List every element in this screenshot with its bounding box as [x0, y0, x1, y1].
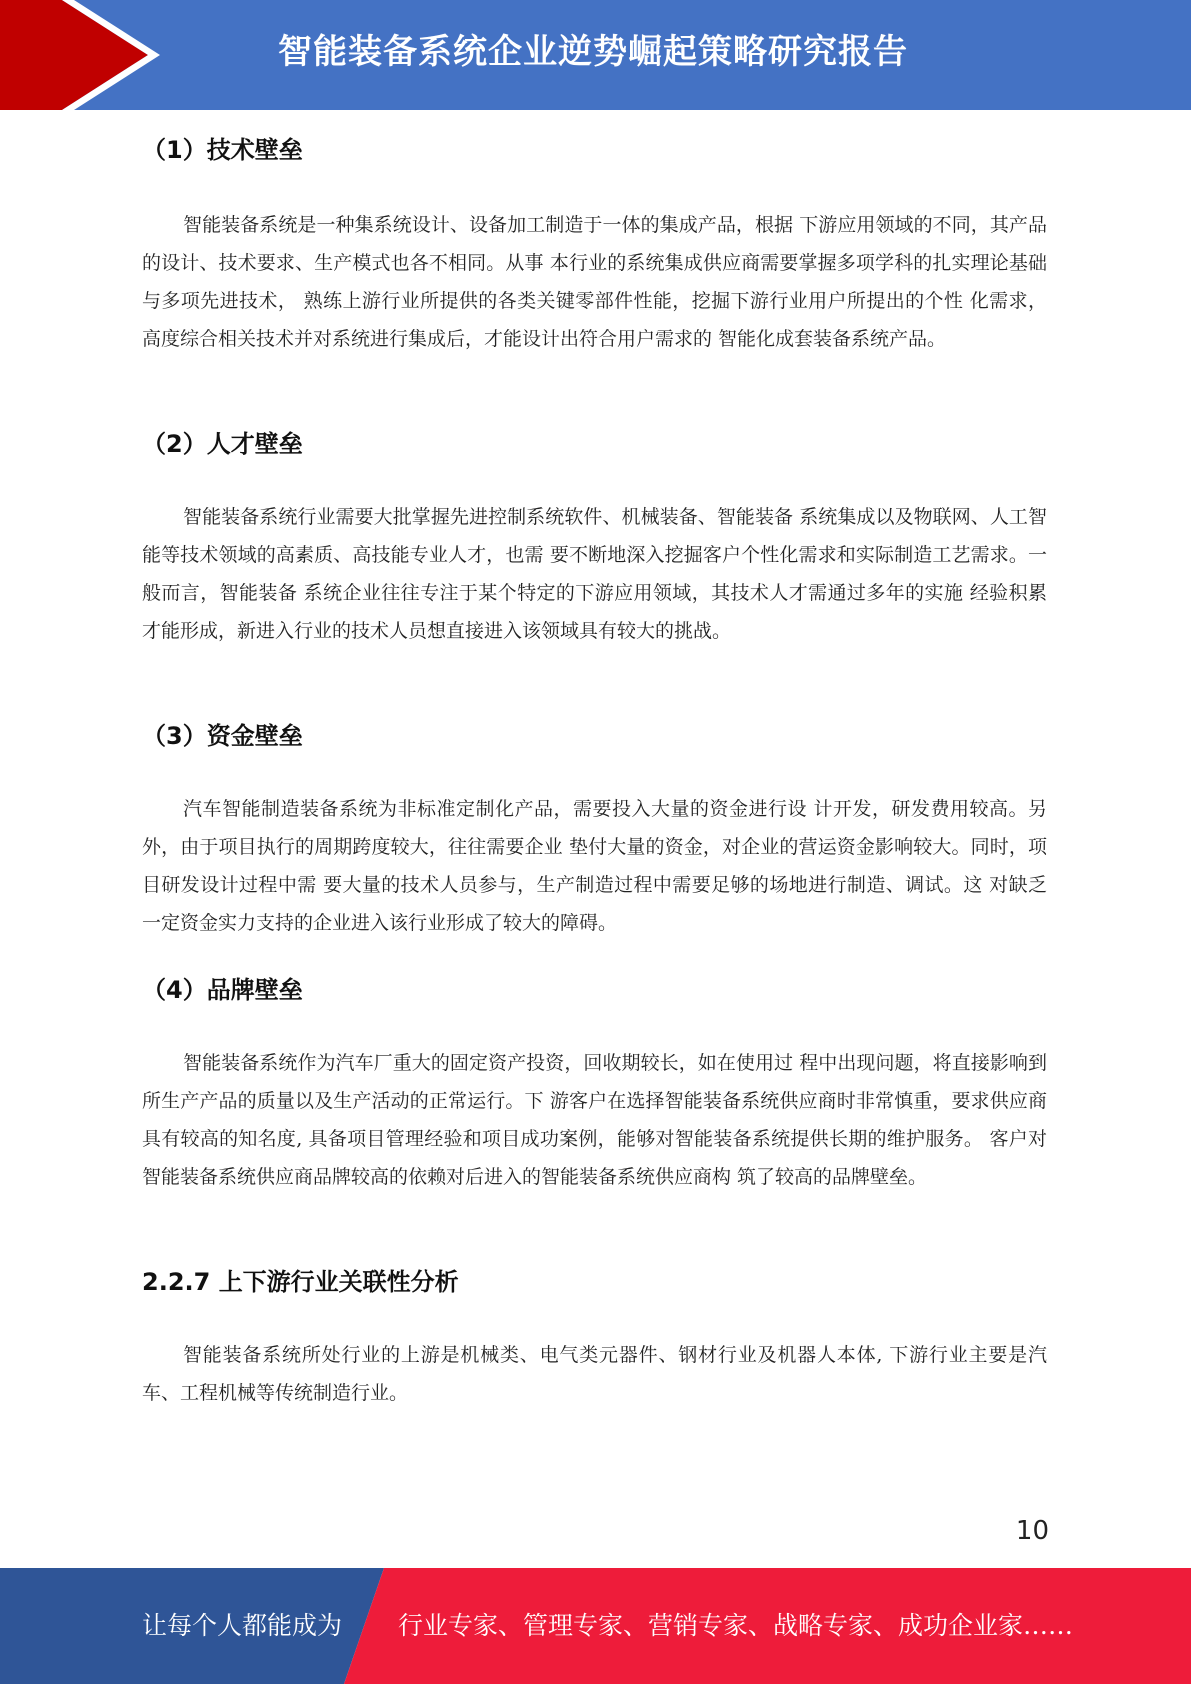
- footer-slogan-left: 让每个人都能成为: [142, 1611, 343, 1640]
- section-paragraph-tech-barrier: 智能装备系统是一种集系统设计、设备加工制造于一体的集成产品，根据 下游应用领域的不同，其产品的设计、技术要求、生产模式也各不相同。从事 本行业的系统集成供应商需要掌握多项学科的扎实理论基础与多项先进技术， 熟练上游行业所提供的各类关键零部件性能，挖掘下游行业用户所提出的个性 化需求，高度综合相关技术并对系统进行集成后，才能设计出符合用户需求的 智能化成套装备系统产品。: [142, 214, 1047, 350]
- page-number: 10: [1015, 1516, 1049, 1546]
- page-header: [0, 0, 1191, 110]
- header-title: 智能装备系统企业逆势崛起策略研究报告: [278, 32, 908, 72]
- section-heading-capital-barrier: （3）资金壁垒: [142, 722, 303, 750]
- section-heading-tech-barrier: （1）技术壁垒: [142, 136, 303, 164]
- section-paragraph-brand-barrier: 智能装备系统作为汽车厂重大的固定资产投资，回收期较长，如在使用过 程中出现问题，将直接影响到所生产产品的质量以及生产活动的正常运行。下 游客户在选择智能装备系统供应商时非常慎重，要求供应商具有较高的知名度, 具备项目管理经验和项目成功案例，能够对智能装备系统提供长期的维护服务。 客户对智能装备系统供应商品牌较高的依赖对后进入的智能装备系统供应商构 筑了较高的品牌壁垒。: [142, 1052, 1047, 1188]
- section-paragraph-industry-chain: 智能装备系统所处行业的上游是机械类、电气类元器件、钢材行业及机器人本体, 下游行业主要是汽车、工程机械等传统制造行业。: [142, 1344, 1047, 1404]
- section-heading-brand-barrier: （4）品牌壁垒: [142, 976, 303, 1004]
- footer-slogan-right: 行业专家、管理专家、营销专家、战略专家、成功企业家……: [398, 1611, 1074, 1640]
- section-heading-industry-chain: 2.2.7 上下游行业关联性分析: [142, 1268, 459, 1296]
- page-footer: [0, 1568, 1191, 1684]
- section-paragraph-talent-barrier: 智能装备系统行业需要大批掌握先进控制系统软件、机械装备、智能装备 系统集成以及物联网、人工智能等技术领域的高素质、高技能专业人才，也需 要不断地深入挖掘客户个性化需求和实际制造工艺需求。一般而言，智能装备 系统企业往往专注于某个特定的下游应用领域，其技术人才需通过多年的实施 经验积累才能形成，新进入行业的技术人员想直接进入该领域具有较大的挑战。: [142, 506, 1047, 642]
- section-heading-talent-barrier: （2）人才壁垒: [142, 430, 303, 458]
- section-paragraph-capital-barrier: 汽车智能制造装备系统为非标准定制化产品，需要投入大量的资金进行设 计开发，研发费用较高。另外，由于项目执行的周期跨度较大，往往需要企业 垫付大量的资金，对企业的营运资金影响较大。同时，项目研发设计过程中需 要大量的技术人员参与，生产制造过程中需要足够的场地进行制造、调试。这 对缺乏一定资金实力支持的企业进入该行业形成了较大的障碍。: [142, 798, 1047, 934]
